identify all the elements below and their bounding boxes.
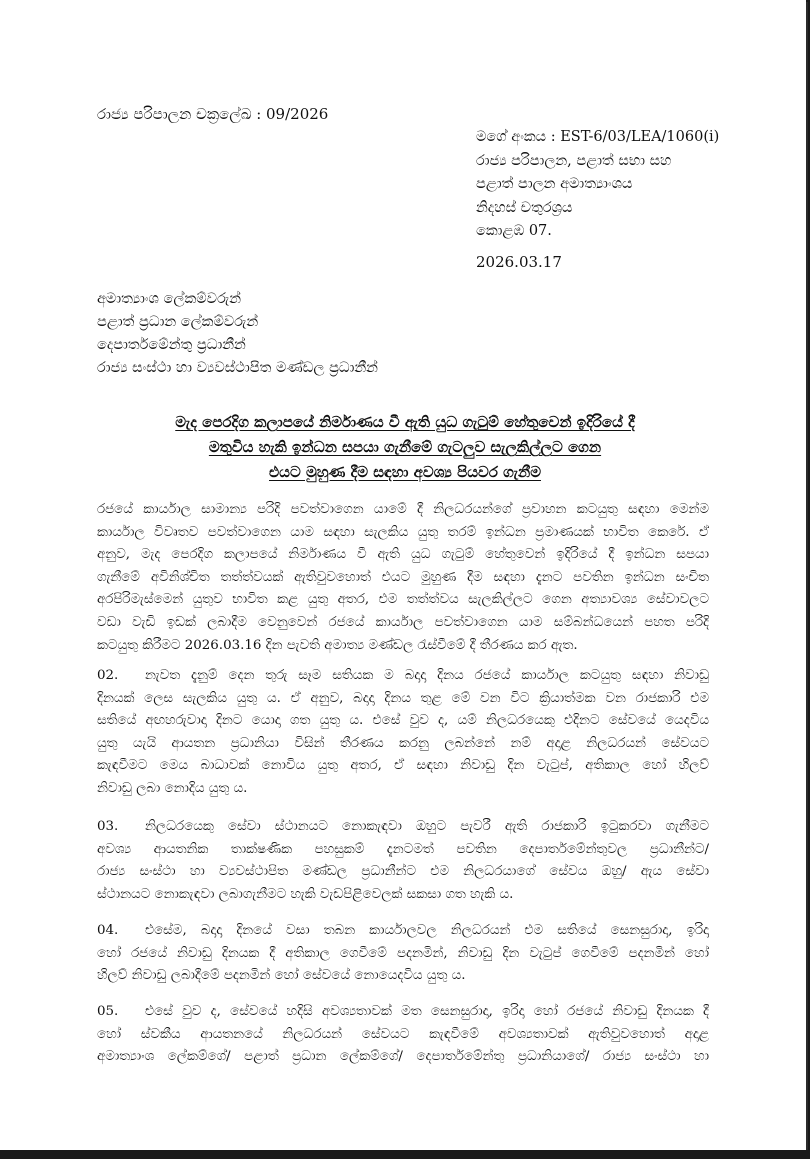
address-line: නිදහස් චතුරශ්‍රය <box>476 199 573 216</box>
paragraph-line: රාජ්‍ය සංස්ථා හා ව්‍යවස්ථාපිත මණ්ඩල ප්‍රධානීන්ට එම නිලධරයාගේ සේවය ඔහු/ ඇය සේවා <box>97 864 709 880</box>
paragraph-number: 04. <box>97 923 119 938</box>
ministry-name-line: රාජ්‍ය පරිපාලන, පළාත් සභා සහ <box>476 152 672 169</box>
paragraph-02 <box>97 665 709 801</box>
paragraph-line: එසේම, බදාදා දිනයේ වසා තබන කාර්යාලවල නිලධරයන් එම සතියේ සෙනසුරාදා, ඉරිදා <box>145 923 709 938</box>
paragraph-line: නිවාඩු ලබා නොදිය යුතු ය. <box>97 780 248 796</box>
ministry-name-line: පළාත් පාලන අමාත්‍යාංශය <box>476 176 633 192</box>
subject-line: මැද පෙරදිග කලාපයේ නිර්මාණය වී ඇති යුධ ගැටුම් හේතුවෙන් ඉදිරියේ දී <box>175 413 635 431</box>
paragraph-line: නැවත දැනුම් දෙන තුරු සෑම සතියක ම බදාදා දිනය රජයේ කාර්යාල කටයුතු සඳහා නිවාඩු <box>145 668 709 683</box>
reference-number: මගේ අංකය : EST-6/03/LEA/1060(i) <box>476 129 720 145</box>
paragraph-line: කැඳවීමට මෙය බාධාවක් නොවිය යුතු අතර, ඒ සඳහා නිවාඩු දින වැටුප්, අතිකාල හෝ හිලව් <box>97 758 709 774</box>
paragraph-line: එසේ වුව ද, සේවයේ හදිසි අවශ්‍යතාවක් මත සෙනසුරාදා, ඉරිදා හෝ රජයේ නිවාඩු දිනයක දී <box>145 1004 709 1019</box>
address-line: කොළඹ 07. <box>476 223 552 239</box>
paragraph-first-line <box>97 920 709 943</box>
paragraph-number: 05. <box>97 1004 119 1019</box>
paragraph-line: හිලව් නිවාඩු ලබාදීමේ පදනමින් හෝ සේවයේ නොයෙදවිය යුතු ය. <box>97 968 466 984</box>
addressee: රාජ්‍ය සංස්ථා හා ව්‍යවස්ථාපිත මණ්ඩල ප්‍රධානීන් <box>97 360 378 376</box>
paragraph-line: කටයුතු කිරීමට 2026.03.16 දින පැවති අමාත්‍ය මණ්ඩල රැස්වීමේ දී තීරණය කර ඇත. <box>97 637 578 653</box>
paragraph-line: දිනයක් ලෙස සැලකිය යුතු ය. ඒ අනුව, බදාදා දිනය තුළ මේ වන විට ක්‍රියාත්මක වන රාජකාරි එම <box>97 690 709 706</box>
subject-line: මතුවිය හැකි ඉන්ධන සපයා ගැනීමේ ගැටලුව සැලකිල්ලට ගෙන <box>208 438 602 456</box>
paragraph-line: යුතු යැයි ආයතන ප්‍රධානියා විසින් තීරණය කරනු ලබන්නේ නම් අදාළ නිලධරයන් සේවයට <box>97 735 709 751</box>
page-bottom-edge <box>0 1150 810 1159</box>
addressee: අමාත්‍යාංශ ලේකම්වරුන් <box>97 291 241 307</box>
office-address-block <box>476 126 719 244</box>
paragraph-line: ගැනීමේ අවිනිශ්චිත තත්ත්වයක් ඇතිවුවහොත් එයට මුහුණ දීම සඳහා දැනට පවතින ඉන්ධන සංචිත <box>97 569 709 585</box>
paragraph-line: අමාත්‍යාංශ ලේකම්ගේ/ පළාත් ප්‍රධාන ලේකම්ගේ/ දෙපාර්තමේන්තු ප්‍රධානියාගේ/ රාජ්‍ය සංස්ථා හා <box>97 1049 709 1065</box>
paragraph-line: ස්ථානයට නොකැඳවා ලබාගැනීමට හැකි වැඩපිළිවෙලක් සකසා ගත හැකි ය. <box>97 886 514 902</box>
paragraph-05 <box>97 1001 709 1069</box>
subject-heading <box>100 410 710 485</box>
paragraph-first-line <box>97 665 709 688</box>
subject-line: එයට මුහුණ දීම සඳහා අවශ්‍ය පියවර ගැනීම <box>269 463 541 481</box>
paragraph-number: 03. <box>97 819 119 834</box>
paragraph-line: රජයේ කාර්යාල සාමාන්‍ය පරිදි පවත්වාගෙන යාමේ දී නිලධරයන්ගේ ප්‍රවාහන කටයුතු සඳහා මෙන්ම <box>97 502 709 517</box>
paragraph-line: හෝ රජයේ නිවාඩු දිනයක දී අතිකාල ගෙවීමේ පදනමින්, නිවාඩු දින වැටුප් ගෙවීමේ පදනමින් හෝ <box>97 945 709 961</box>
paragraph-line: සතියේ අඟහරුවාදා දිනට යොදා ගත යුතු ය. එසේ වුව ද, යම් නිලධරයෙකු එදිනට සේවයේ යෙදවිය <box>97 713 709 729</box>
paragraph-line: කාර්යාල විවෘතව පවත්වාගෙන යාම සඳහා සැලකිය යුතු තරම් ඉන්ධන ප්‍රමාණයක් භාවිත කෙරේ. ඒ <box>97 524 709 540</box>
paragraph-number: 02. <box>97 668 119 683</box>
addressee: දෙපාර්තමේන්තු ප්‍රධානීන් <box>97 337 246 353</box>
circular-date: 2026.03.17 <box>476 253 562 271</box>
paragraph-line: අනුව, මැද පෙරදිග කලාපයේ නිර්මාණය වී ඇති යුධ ගැටුම් හේතුවෙන් ඉදිරියේ දී ඉන්ධන සපයා <box>97 547 709 563</box>
paragraph-line: හෝ ස්වකීය ආයතනයේ නිලධරයන් සේවයට කැඳවීමේ අවශ්‍යතාවක් ඇතිවුවහොත් අදාළ <box>97 1026 709 1042</box>
addressee-list <box>97 288 378 380</box>
paragraph-04 <box>97 920 709 988</box>
addressee: පළාත් ප්‍රධාන ලේකම්වරුන් <box>97 314 259 330</box>
paragraph-line: නිලධරයෙකු සේවා ස්ථානයට නොකැඳවා ඔහුට පැවරී ඇති රාජකාරි ඉටුකරවා ගැනීමට <box>145 819 709 834</box>
paragraph-01 <box>97 499 709 657</box>
paragraph-line: අවශ්‍ය ආයතනික තාක්ෂණික පහසුකම් දැනටමත් පවතින දෙපාර්තමේන්තුවල ප්‍රධානීන්ට/ <box>97 841 709 857</box>
paragraph-first-line <box>97 816 709 839</box>
paragraph-line: අරපිරිමැස්මෙන් යුතුව භාවිත කළ යුතු අතර, එම තත්ත්වය සැලකිල්ලට ගෙන අත්‍යාවශ්‍ය සේවාවලට <box>97 592 709 608</box>
paragraph-line: වඩා වැඩි ඉඩක් ලබාදීම වෙනුවෙන් රජයේ කාර්යාල පවත්වාගෙන යාම සම්බන්ධයෙන් පහත පරිදි <box>97 614 709 630</box>
circular-number: රාජ්‍ය පරිපාලන චක්‍රලේඛ : 09/2026 <box>97 105 329 123</box>
paragraph-03 <box>97 816 709 906</box>
paragraph-first-line <box>97 1001 709 1024</box>
